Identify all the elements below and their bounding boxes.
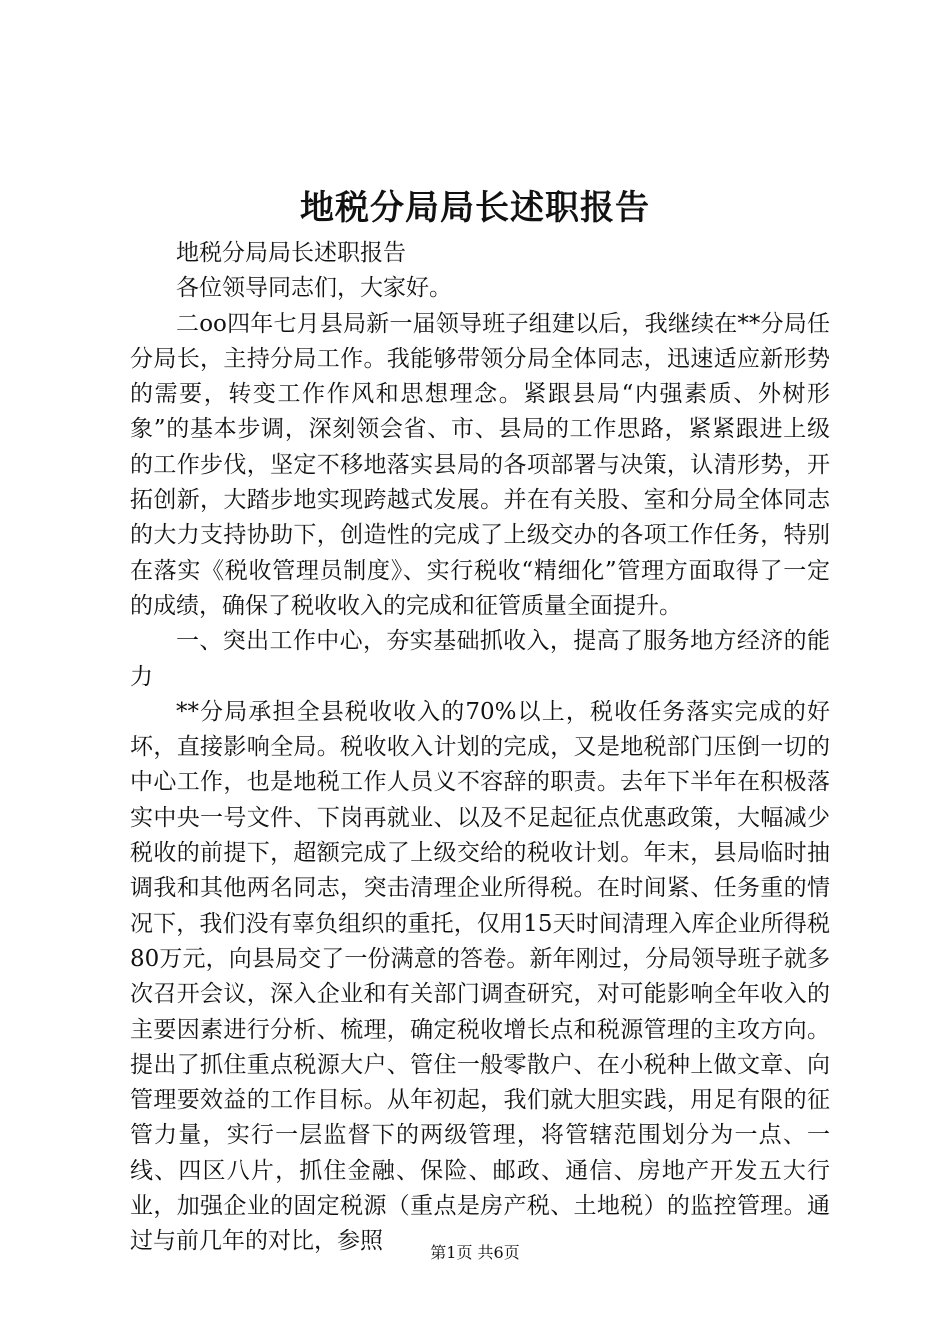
paragraph-section-heading: 一、突出工作中心，夯实基础抓收入，提高了服务地方经济的能力	[130, 628, 830, 690]
paragraph-intro: 二oo四年七月县局新一届领导班子组建以后，我继续在**分局任分局长，主持分局工作。我能够带领分局全体同志，迅速适应新形势的需要，转变工作作风和思想理念。紧跟县局“内强素质、外树形象”的基本步调，深刻领会省、市、县局的工作思路，紧紧跟进上级的工作步伐，坚定不移地落实县局的各项部署与决策，认清形势，开拓创新，大踏步地实现跨越式发展。并在有关股、室和分局全体同志的大力支持协助下，创造性的完成了上级交办的各项工作任务，特别在落实《税收管理员制度》、实行税收“精细化”管理方面取得了一定的成绩，确保了税收收入的完成和征管质量全面提升。	[130, 310, 830, 619]
paragraph-subtitle: 地税分局局长述职报告	[176, 240, 406, 266]
document-title: 地税分局局长述职报告	[300, 188, 650, 228]
paragraph-greeting: 各位领导同志们，大家好。	[176, 275, 452, 302]
document-body	[130, 236, 830, 1260]
paragraph-section-body: **分局承担全县税收收入的70%以上，税收任务落实完成的好坏，直接影响全局。税收收入计划的完成，又是地税部门压倒一切的中心工作，也是地税工作人员义不容辞的职责。去年下半年在积极落实中央一号文件、下岗再就业、以及不足起征点优惠政策，大幅减少税收的前提下，超额完成了上级交给的税收计划。年末，县局临时抽调我和其他两名同志，突击清理企业所得税。在时间紧、任务重的情况下，我们没有辜负组织的重托，仅用15天时间清理入库企业所得税80万元，向县局交了一份满意的答卷。新年刚过，分局领导班子就多次召开会议，深入企业和有关部门调查研究，对可能影响全年收入的主要因素进行分析、梳理，确定税收增长点和税源管理的主攻方向。提出了抓住重点税源大户、管住一般零散户、在小税种上做文章、向管理要效益的工作目标。从年初起，我们就大胆实践，用足有限的征管力量，实行一层监督下的两级管理，将管辖范围划分为一点、一线、四区八片，抓住金融、保险、邮政、通信、房地产开发五大行业，加强企业的固定税源（重点是房产税、土地税）的监控管理。通过与前几年的对比，参照	[130, 698, 830, 1255]
page-number: 第1页 共6页	[430, 1243, 520, 1262]
